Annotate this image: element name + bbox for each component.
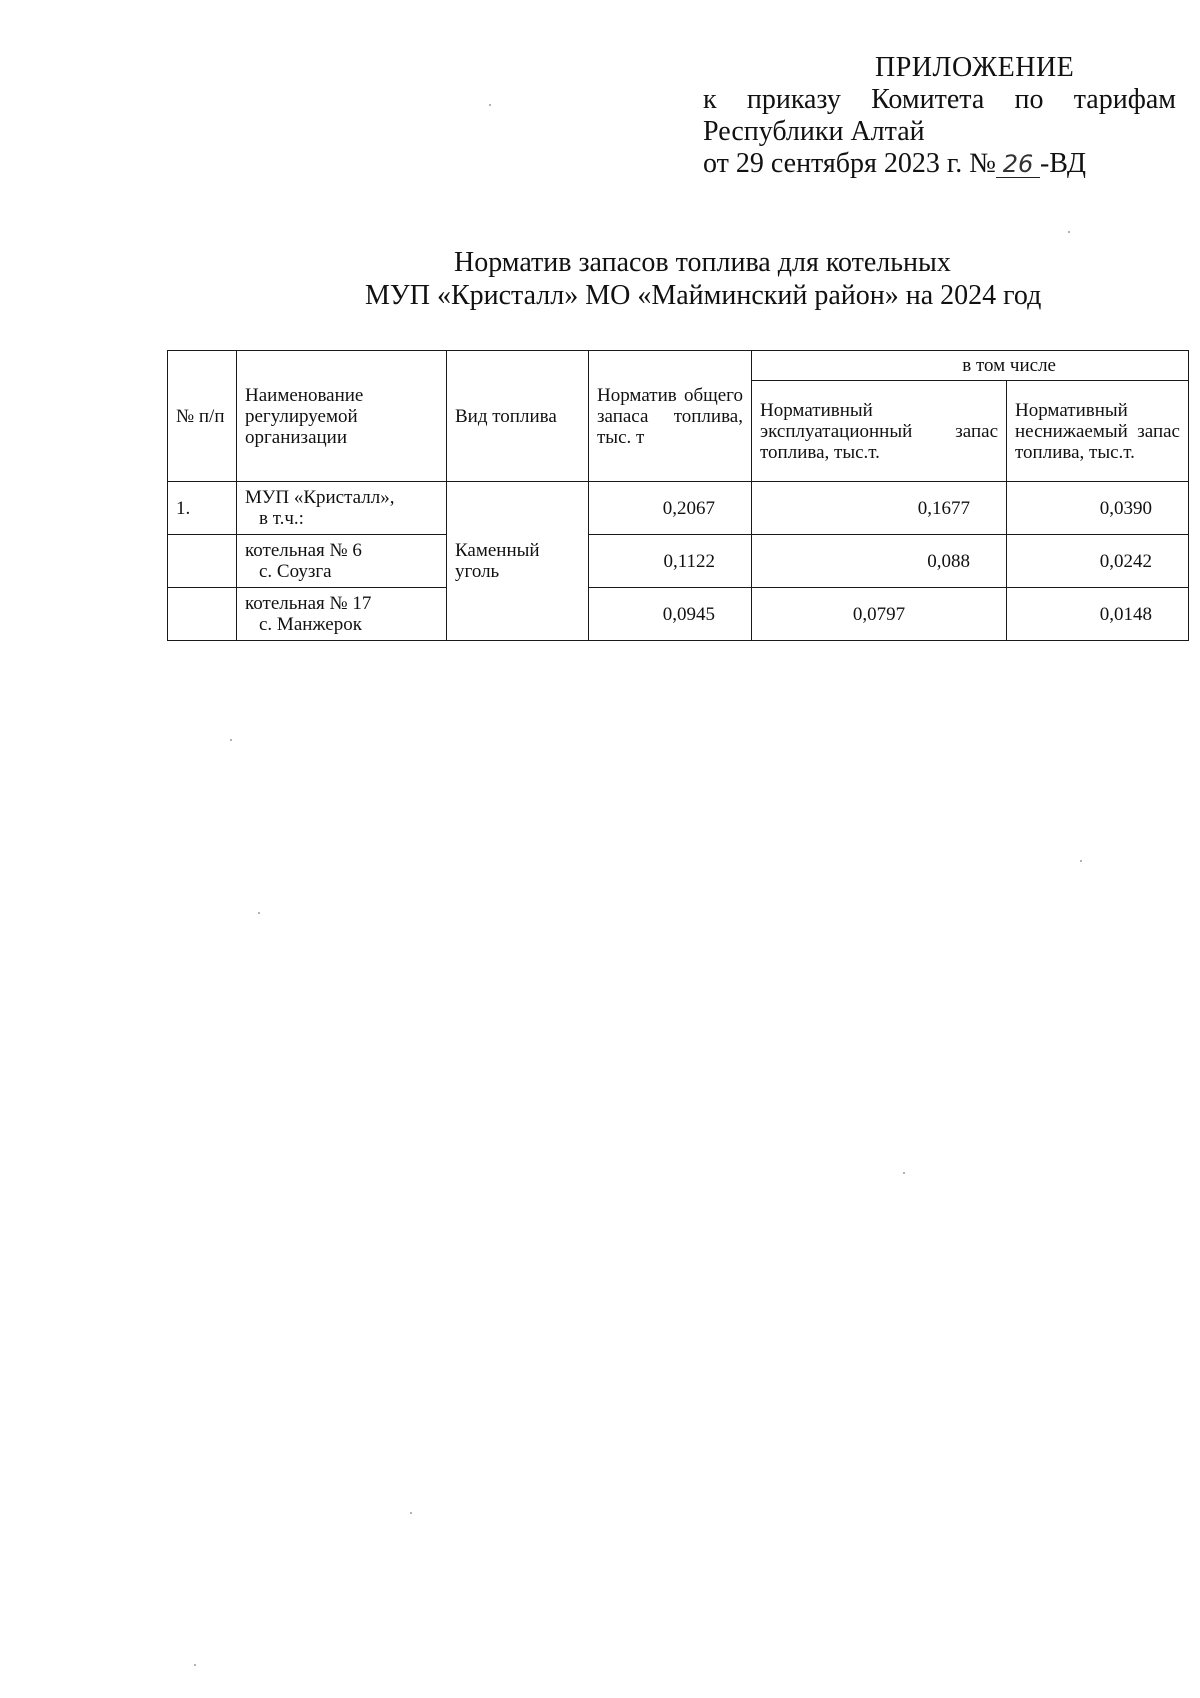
appendix-date-suffix: -ВД bbox=[1039, 148, 1087, 179]
cell-total: 0,1122 bbox=[589, 535, 752, 588]
cell-num bbox=[168, 588, 237, 641]
cell-org bbox=[237, 482, 447, 535]
appendix-word: Комитета bbox=[871, 84, 985, 115]
scan-speck bbox=[258, 912, 260, 914]
document-title bbox=[200, 246, 1200, 312]
scan-speck bbox=[194, 1664, 196, 1666]
document-title-line1: Норматив запасов топлива для котельных bbox=[454, 247, 951, 278]
cell-total: 0,2067 bbox=[589, 482, 752, 535]
scan-speck bbox=[903, 1172, 905, 1174]
header-fuel: Вид топлива bbox=[447, 351, 589, 482]
table-row bbox=[168, 482, 1189, 535]
scan-speck bbox=[1068, 231, 1070, 233]
appendix-word: приказу bbox=[746, 84, 841, 115]
header-org: Наименование регулируемой организации bbox=[237, 351, 447, 482]
appendix-word: к bbox=[703, 84, 717, 115]
document-title-line2: МУП «Кристалл» МО «Майминский район» на 2024 год bbox=[365, 280, 1042, 311]
appendix-title: ПРИЛОЖЕНИЕ bbox=[875, 52, 1075, 83]
scan-speck bbox=[489, 104, 491, 106]
appendix-header bbox=[703, 52, 1183, 180]
cell-irreducible: 0,0148 bbox=[1007, 588, 1189, 641]
org-subtitle: с. Соузга bbox=[259, 561, 332, 582]
appendix-date-prefix: от 29 сентября 2023 г. № bbox=[703, 148, 996, 179]
cell-operational: 0,088 bbox=[752, 535, 1007, 588]
cell-org bbox=[237, 588, 447, 641]
cell-irreducible: 0,0242 bbox=[1007, 535, 1189, 588]
cell-operational: 0,1677 bbox=[752, 482, 1007, 535]
appendix-word: по bbox=[1014, 84, 1044, 115]
scan-speck bbox=[410, 1512, 412, 1514]
scan-speck bbox=[1080, 860, 1082, 862]
order-number-handwritten: 26 bbox=[996, 151, 1040, 178]
table-row bbox=[168, 588, 1189, 641]
cell-irreducible: 0,0390 bbox=[1007, 482, 1189, 535]
appendix-date-line bbox=[703, 148, 1183, 180]
cell-fuel-type: Каменный уголь bbox=[447, 482, 589, 641]
cell-total: 0,0945 bbox=[589, 588, 752, 641]
org-name: МУП «Кристалл», bbox=[245, 487, 395, 508]
org-subtitle: с. Манжерок bbox=[259, 614, 362, 635]
appendix-order-line bbox=[703, 84, 1176, 116]
header-including: в том числе bbox=[752, 351, 1189, 381]
org-subtitle: в т.ч.: bbox=[259, 508, 304, 529]
cell-operational: 0,0797 bbox=[752, 588, 1007, 641]
appendix-republic-line: Республики Алтай bbox=[703, 116, 925, 147]
header-operational: Нормативный эксплуатационный запас топлива, тыс.т. bbox=[752, 381, 1007, 482]
cell-org bbox=[237, 535, 447, 588]
table-header-row bbox=[168, 351, 1189, 381]
cell-num: 1. bbox=[168, 482, 237, 535]
header-num: № п/п bbox=[168, 351, 237, 482]
org-name: котельная № 6 bbox=[245, 540, 362, 561]
fuel-reserve-table bbox=[167, 350, 1189, 641]
org-name: котельная № 17 bbox=[245, 593, 372, 614]
cell-num bbox=[168, 535, 237, 588]
scan-speck bbox=[230, 739, 232, 741]
table-row bbox=[168, 535, 1189, 588]
header-total: Норматив общего запаса топлива, тыс. т bbox=[589, 351, 752, 482]
appendix-word: тарифам bbox=[1073, 84, 1176, 115]
header-irreducible: Нормативный неснижаемый запас топлива, тыс.т. bbox=[1007, 381, 1189, 482]
